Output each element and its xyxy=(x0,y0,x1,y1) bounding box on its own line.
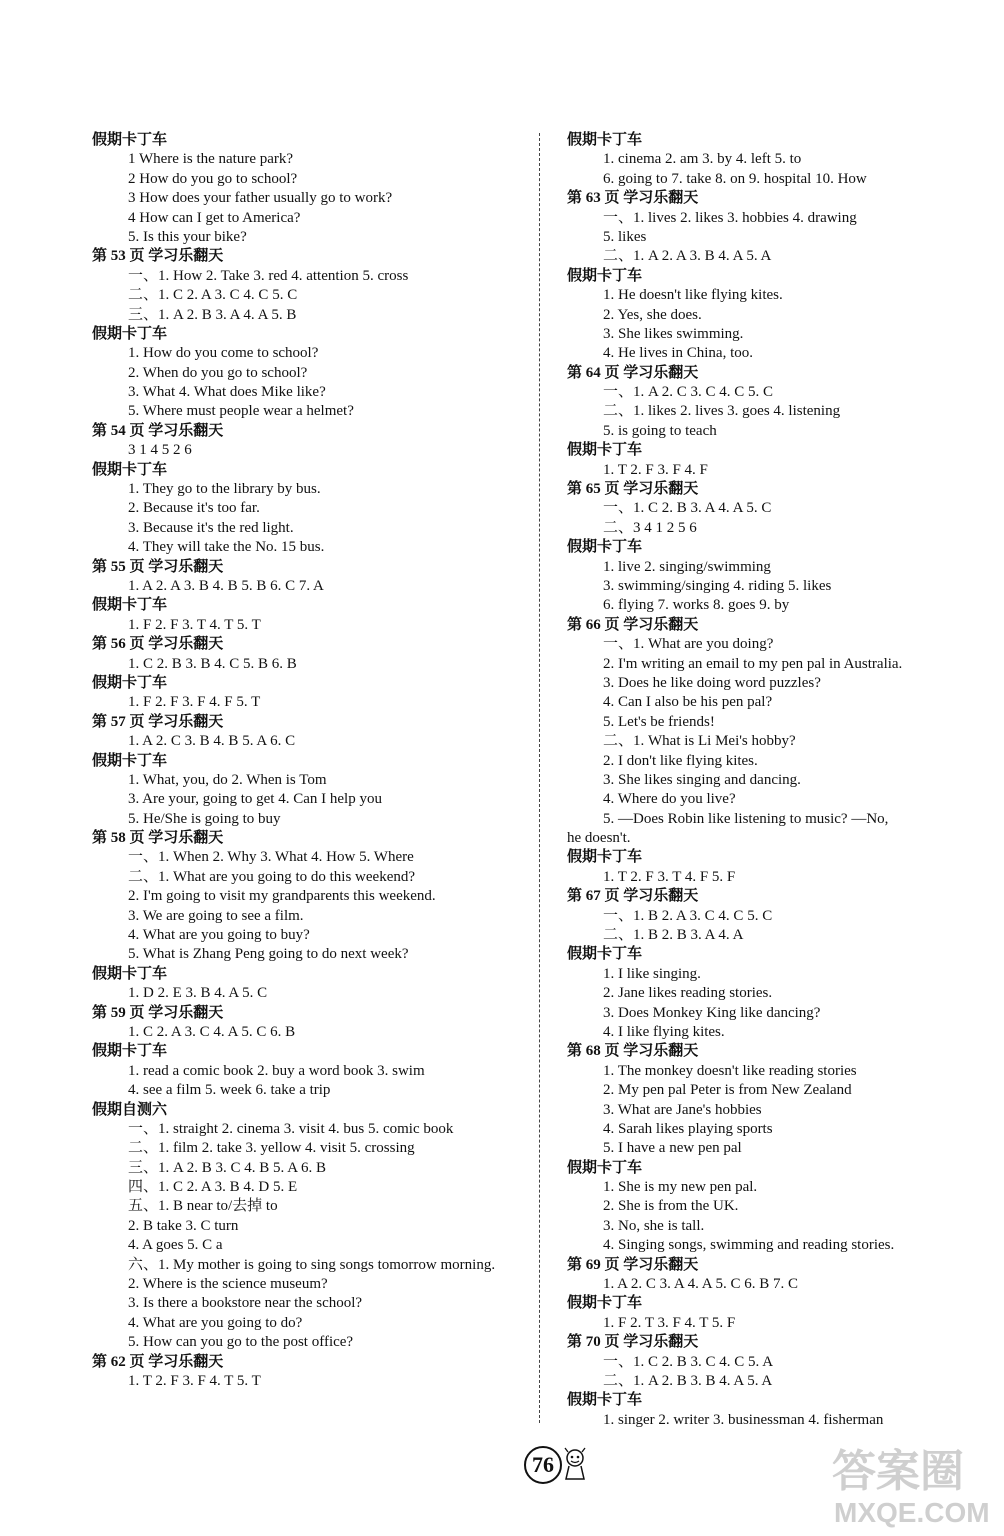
answer-line: 1 Where is the nature park? xyxy=(128,151,294,168)
answer-line: 3. Does Monkey King like dancing? xyxy=(603,1004,821,1021)
answer-line: 1. live 2. singing/swimming xyxy=(603,558,771,575)
answer-line: 一、1. straight 2. cinema 3. visit 4. bus 5. comic book xyxy=(128,1120,454,1137)
answer-line: 3 How does your father usually go to work? xyxy=(128,190,393,207)
answer-line: 3 1 4 5 2 6 xyxy=(128,442,192,459)
answer-line: 3. She likes singing and dancing. xyxy=(603,771,801,788)
answer-line: 1. T 2. F 3. T 4. F 5. F xyxy=(603,868,736,885)
answer-line: 1. C 2. B 3. B 4. C 5. B 6. B xyxy=(128,655,297,672)
mascot-icon xyxy=(560,1446,590,1482)
answer-line: 二、3 4 1 2 5 6 xyxy=(603,519,697,536)
section-heading: 假期卡丁车 xyxy=(567,442,643,459)
section-heading: 假期卡丁车 xyxy=(92,965,168,982)
section-heading: 假期自测六 xyxy=(92,1101,168,1118)
answer-line: 1. T 2. F 3. F 4. F xyxy=(603,461,708,478)
answer-line: 5. Let's be friends! xyxy=(603,713,715,730)
answer-line: 2. Where is the science museum? xyxy=(128,1276,328,1293)
section-heading: 第 54 页 学习乐翻天 xyxy=(92,422,224,439)
page-number xyxy=(524,1446,562,1484)
answer-line: 5. Is this your bike? xyxy=(128,228,247,245)
section-heading: 假期卡丁车 xyxy=(92,1043,168,1060)
answer-line: 1. cinema 2. am 3. by 4. left 5. to xyxy=(603,151,802,168)
section-heading: 假期卡丁车 xyxy=(567,132,643,148)
answer-line: 一、1. A 2. C 3. C 4. C 5. C xyxy=(603,384,774,401)
answer-line: 1. She is my new pen pal. xyxy=(603,1179,758,1196)
answer-line: 一、1. How 2. Take 3. red 4. attention 5. cross xyxy=(128,267,409,284)
section-heading: 假期卡丁车 xyxy=(92,461,168,478)
answer-line: 4. see a film 5. week 6. take a trip xyxy=(128,1082,331,1099)
answer-line: 5. likes xyxy=(603,228,647,245)
answer-line: 2. Because it's too far. xyxy=(128,500,260,517)
answer-line: 二、1. A 2. B 3. B 4. A 5. A xyxy=(603,1373,773,1389)
answer-line: 三、1. A 2. B 3. C 4. B 5. A 6. B xyxy=(128,1159,326,1176)
answer-line: 1. C 2. A 3. C 4. A 5. C 6. B xyxy=(128,1023,296,1040)
answer-line: 二、1. B 2. B 3. A 4. A xyxy=(603,927,744,944)
section-heading: 第 65 页 学习乐翻天 xyxy=(567,481,699,498)
answer-line: 1. D 2. E 3. B 4. A 5. C xyxy=(128,985,268,1002)
answer-line: 3. No, she is tall. xyxy=(603,1217,705,1234)
answer-line: 1. They go to the library by bus. xyxy=(128,481,321,498)
answer-line: 四、1. C 2. A 3. B 4. D 5. E xyxy=(128,1179,298,1196)
section-heading: 第 66 页 学习乐翻天 xyxy=(567,616,699,633)
section-heading: 假期卡丁车 xyxy=(567,539,643,556)
section-heading: 第 70 页 学习乐翻天 xyxy=(567,1334,699,1351)
answer-line: 一、1. What are you doing? xyxy=(603,636,774,653)
section-heading: 假期卡丁车 xyxy=(92,597,168,614)
answer-line: 一、1. C 2. B 3. C 4. C 5. A xyxy=(603,1353,774,1370)
section-heading: 第 58 页 学习乐翻天 xyxy=(92,830,224,847)
answer-line: 1. A 2. A 3. B 4. B 5. B 6. C 7. A xyxy=(128,577,324,594)
section-heading: 假期卡丁车 xyxy=(567,1392,643,1409)
section-heading: 第 67 页 学习乐翻天 xyxy=(567,888,699,905)
answer-line: 1. He doesn't like flying kites. xyxy=(603,287,783,304)
answer-line: 2 How do you go to school? xyxy=(128,170,298,187)
answer-line: 六、1. My mother is going to sing songs tomorrow morning. xyxy=(128,1256,496,1273)
answer-line: 3. What are Jane's hobbies xyxy=(603,1101,762,1118)
answer-line: 3. We are going to see a film. xyxy=(128,907,304,924)
answer-line: 4. Sarah likes playing sports xyxy=(603,1120,773,1137)
answer-line: 二、1. C 2. A 3. C 4. C 5. C xyxy=(128,287,298,304)
answer-line: 1. The monkey doesn't like reading stories xyxy=(603,1062,857,1079)
answer-line: 4. Can I also be his pen pal? xyxy=(603,694,773,711)
watermark-title: 答案圈 xyxy=(832,1447,964,1496)
answer-line: 4. He lives in China, too. xyxy=(603,345,753,362)
section-heading: 假期卡丁车 xyxy=(92,325,168,342)
section-heading: 第 68 页 学习乐翻天 xyxy=(567,1043,699,1060)
answer-line: 2. When do you go to school? xyxy=(128,364,308,381)
answer-line: 1. How do you come to school? xyxy=(128,345,319,362)
answer-line: 5. What is Zhang Peng going to do next week? xyxy=(128,946,409,963)
answer-line: 3. Does he like doing word puzzles? xyxy=(603,674,821,691)
answer-line: 2. I'm going to visit my grandparents this weekend. xyxy=(128,888,436,905)
answer-line: 4. A goes 5. C a xyxy=(128,1237,223,1254)
section-heading: 第 62 页 学习乐翻天 xyxy=(92,1353,224,1370)
section-heading: 假期卡丁车 xyxy=(567,267,643,284)
answer-line: 2. I don't like flying kites. xyxy=(603,752,758,769)
answer-line: 一、1. B 2. A 3. C 4. C 5. C xyxy=(603,907,773,924)
answer-line: 1. F 2. F 3. F 4. F 5. T xyxy=(128,694,261,711)
right-column xyxy=(567,131,982,1430)
section-heading: 假期卡丁车 xyxy=(567,849,643,866)
answer-line: 5. Where must people wear a helmet? xyxy=(128,403,354,420)
answer-line: 1. I like singing. xyxy=(603,965,701,982)
answer-line: 2. I'm writing an email to my pen pal in Australia. xyxy=(603,655,903,672)
answer-line: 4. They will take the No. 15 bus. xyxy=(128,539,325,556)
answer-line: 4. Where do you live? xyxy=(603,791,736,808)
section-heading: 假期卡丁车 xyxy=(567,1159,643,1176)
answer-line: 4. I like flying kites. xyxy=(603,1023,725,1040)
answer-line: 5. I have a new pen pal xyxy=(603,1140,742,1157)
answer-line: 二、1. What is Li Mei's hobby? xyxy=(603,733,796,750)
section-heading: 假期卡丁车 xyxy=(92,752,168,769)
answer-line: 1. singer 2. writer 3. businessman 4. fisherman xyxy=(603,1411,884,1428)
answer-line: 5. is going to teach xyxy=(603,422,717,439)
section-heading: 第 59 页 学习乐翻天 xyxy=(92,1004,224,1021)
answer-line: 3. She likes swimming. xyxy=(603,325,744,342)
section-heading: 假期卡丁车 xyxy=(92,132,168,148)
answer-line: he doesn't. xyxy=(567,830,631,847)
answer-line: 6. going to 7. take 8. on 9. hospital 10. How xyxy=(603,170,867,187)
answer-line: 3. swimming/singing 4. riding 5. likes xyxy=(603,577,832,594)
section-heading: 第 63 页 学习乐翻天 xyxy=(567,190,699,207)
left-column xyxy=(92,131,512,1391)
answer-line: 1. F 2. F 3. T 4. T 5. T xyxy=(128,616,261,633)
answer-line: 二、1. film 2. take 3. yellow 4. visit 5. crossing xyxy=(128,1140,415,1157)
answer-line: 二、1. likes 2. lives 3. goes 4. listening xyxy=(603,403,841,420)
answer-line: 4. What are you going to do? xyxy=(128,1314,303,1331)
answer-line: 二、1. What are you going to do this weekend? xyxy=(128,868,416,885)
answer-line: 2. Yes, she does. xyxy=(603,306,702,323)
answer-line: 3. What 4. What does Mike like? xyxy=(128,384,326,401)
answer-line: 二、1. A 2. A 3. B 4. A 5. A xyxy=(603,248,772,265)
answer-line: 1. What, you, do 2. When is Tom xyxy=(128,771,327,788)
section-heading: 第 64 页 学习乐翻天 xyxy=(567,364,699,381)
answer-line: 3. Are your, going to get 4. Can I help you xyxy=(128,791,382,808)
answer-line: 1. A 2. C 3. A 4. A 5. C 6. B 7. C xyxy=(603,1276,799,1293)
answer-line: 4 How can I get to America? xyxy=(128,209,301,226)
answer-line: 1. T 2. F 3. F 4. T 5. T xyxy=(128,1373,261,1389)
answer-line: 3. Is there a bookstore near the school? xyxy=(128,1295,363,1312)
answer-line: 4. Singing songs, swimming and reading stories. xyxy=(603,1237,895,1254)
answer-line: 一、1. When 2. Why 3. What 4. How 5. Where xyxy=(128,849,414,866)
answer-line: 2. She is from the UK. xyxy=(603,1198,739,1215)
watermark-logo xyxy=(826,1434,996,1530)
answer-line: 2. My pen pal Peter is from New Zealand xyxy=(603,1082,852,1099)
section-heading: 假期卡丁车 xyxy=(92,674,168,691)
section-heading: 第 55 页 学习乐翻天 xyxy=(92,558,224,575)
answer-line: 1. read a comic book 2. buy a word book 3. swim xyxy=(128,1062,425,1079)
answer-line: 2. B take 3. C turn xyxy=(128,1217,239,1234)
answer-line: 2. Jane likes reading stories. xyxy=(603,985,773,1002)
answer-line: 5. —Does Robin like listening to music? —No, xyxy=(603,810,889,827)
answer-line: 五、1. B near to/去掉 to xyxy=(128,1198,278,1215)
watermark-url: MXQE.COM xyxy=(834,1497,990,1528)
answer-line: 5. How can you go to the post office? xyxy=(128,1334,354,1351)
answer-line: 5. He/She is going to buy xyxy=(128,810,281,827)
answer-line: 一、1. lives 2. likes 3. hobbies 4. drawing xyxy=(603,209,857,226)
answer-line: 3. Because it's the red light. xyxy=(128,519,294,536)
answer-line: 4. What are you going to buy? xyxy=(128,927,310,944)
section-heading: 假期卡丁车 xyxy=(567,1295,643,1312)
section-heading: 第 53 页 学习乐翻天 xyxy=(92,248,224,265)
answer-line: 1. F 2. T 3. F 4. T 5. F xyxy=(603,1314,736,1331)
section-heading: 第 69 页 学习乐翻天 xyxy=(567,1256,699,1273)
section-heading: 第 57 页 学习乐翻天 xyxy=(92,713,224,730)
answer-line: 三、1. A 2. B 3. A 4. A 5. B xyxy=(128,306,297,323)
answer-line: 6. flying 7. works 8. goes 9. by xyxy=(603,597,790,614)
column-divider xyxy=(539,133,540,1423)
section-heading: 第 56 页 学习乐翻天 xyxy=(92,636,224,653)
answer-line: 一、1. C 2. B 3. A 4. A 5. C xyxy=(603,500,772,517)
answer-line: 1. A 2. C 3. B 4. B 5. A 6. C xyxy=(128,733,296,750)
page-number-circle: 76 xyxy=(524,1446,562,1484)
section-heading: 假期卡丁车 xyxy=(567,946,643,963)
